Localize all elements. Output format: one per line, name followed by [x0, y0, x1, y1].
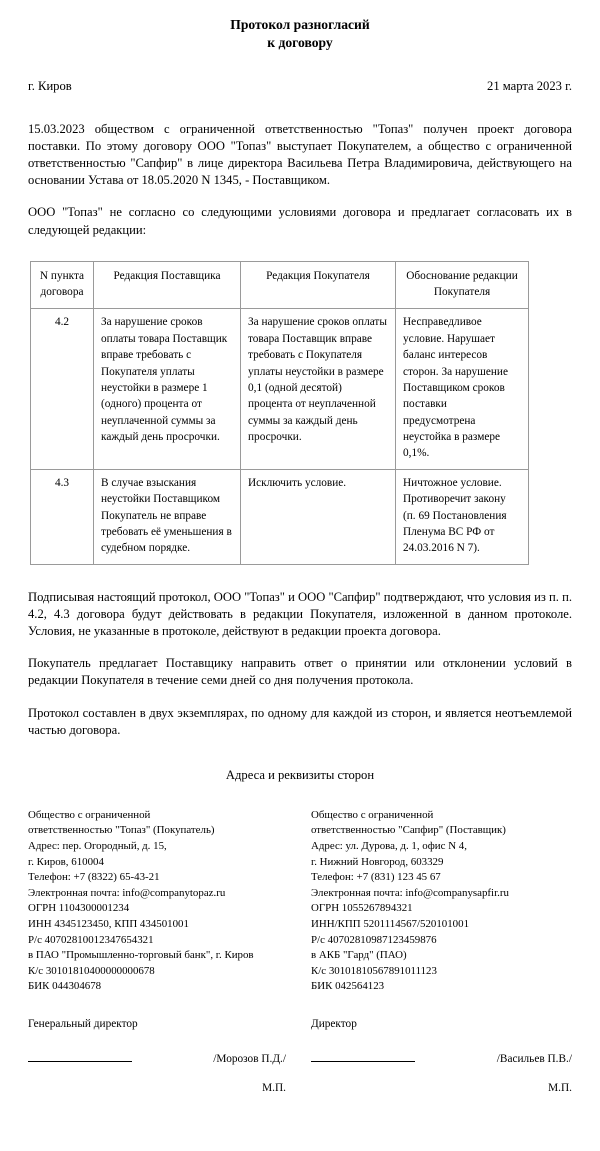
cell-clause: 4.3 [31, 469, 94, 564]
requisites-line: ИНН/КПП 5201114567/520101001 [311, 917, 470, 930]
requisites-line: БИК 042564123 [311, 980, 385, 993]
column-header-clause: N пункта договора [31, 261, 94, 309]
requisites-line: Телефон: +7 (831) 123 45 67 [311, 871, 441, 884]
paragraph-disagreement-notice: ООО "Топаз" не согласно со следующими условиями договора и предлагает согласовать их в следующей редакции: [28, 205, 572, 237]
requisites-section [28, 808, 572, 995]
requisites-line: ответственностью "Сапфир" (Поставщик) [311, 824, 506, 837]
signature-section [28, 1017, 572, 1096]
requisites-line: г. Нижний Новгород, 603329 [311, 855, 444, 868]
requisites-line: Электронная почта: info@companytopaz.ru [28, 886, 226, 899]
paragraph-copies: Протокол составлен в двух экземплярах, по одному для каждой из сторон, и является неотъемлемой частью договора. [28, 705, 572, 737]
disagreement-table [30, 261, 529, 565]
requisites-line: Р/с 40702810012347654321 [28, 933, 154, 946]
cell-buyer-version: Исключить условие. [241, 469, 396, 564]
stamp-row [28, 1081, 572, 1096]
table-row [31, 469, 529, 564]
requisites-line: Р/с 40702810987123459876 [311, 933, 437, 946]
buyer-signatory-position: Генеральный директор [28, 1017, 138, 1030]
requisites-buyer-column [28, 808, 300, 995]
supplier-signatory-name: /Васильев П.В./ [496, 1052, 572, 1065]
requisites-line: ответственностью "Топаз" (Покупатель) [28, 824, 215, 837]
document-meta [28, 78, 572, 95]
supplier-stamp-label: М.П. [548, 1081, 572, 1094]
cell-reason: Несправедливое условие. Нарушает баланс интересов сторон. За нарушение Поставщиком сроков поставки предусмотрена неустойка в размере 0,1%. [396, 309, 529, 469]
column-header-reason: Обоснование редакции Покупателя [396, 261, 529, 309]
title-line-2: к договору [267, 34, 333, 50]
requisites-line: Телефон: +7 (8322) 65-43-21 [28, 871, 160, 884]
signature-lines-row [28, 1052, 572, 1067]
cell-clause: 4.2 [31, 309, 94, 469]
column-header-supplier-version: Редакция Поставщика [94, 261, 241, 309]
date-label: 21 марта 2023 г. [487, 78, 572, 93]
supplier-signature-block [300, 1052, 572, 1067]
cell-reason: Ничтожное условие. Противоречит закону (п. 69 Постановления Пленума ВС РФ от 24.03.2016 N 7). [396, 469, 529, 564]
requisites-line: Общество с ограниченной [28, 808, 151, 821]
buyer-signature-line[interactable] [28, 1052, 132, 1062]
signature-positions-row [28, 1017, 572, 1032]
requisites-line: ИНН 4345123450, КПП 434501001 [28, 917, 189, 930]
requisites-line: Адрес: ул. Дурова, д. 1, офис N 4, [311, 839, 467, 852]
table-header-row [31, 261, 529, 309]
supplier-signatory-position: Директор [311, 1017, 357, 1030]
cell-buyer-version: За нарушение сроков оплаты товара Поставщик вправе требовать с Покупателя уплаты неустойки в размере 0,1 (одной десятой) процента от неуплаченной суммы за каждый день просрочки. [241, 309, 396, 469]
requisites-line: Электронная почта: info@companysapfir.ru [311, 886, 509, 899]
paragraph-response-request: Покупатель предлагает Поставщику направить ответ о принятии или отклонении условий в редакции Покупателя в течение семи дней со дня получения протокола. [28, 656, 572, 688]
requisites-line: БИК 044304678 [28, 980, 102, 993]
requisites-line: К/с 30101810567891011123 [311, 964, 437, 977]
supplier-signature-line[interactable] [311, 1052, 415, 1062]
requisites-line: в ПАО "Промышленно-торговый банк", г. Киров [28, 949, 254, 962]
page-title [28, 16, 572, 52]
requisites-heading: Адреса и реквизиты сторон [225, 768, 375, 783]
column-header-buyer-version: Редакция Покупателя [241, 261, 396, 309]
title-line-1: Протокол разногласий [230, 17, 370, 32]
requisites-line: ОГРН 1104300001234 [28, 902, 130, 915]
buyer-stamp-label: М.П. [262, 1081, 286, 1094]
paragraph-confirmation: Подписывая настоящий протокол, ООО "Топаз" и ООО "Сапфир" подтверждают, что условия из п. п. 4.2, 4.3 договора будут действовать в редакции Покупателя, изложенной в данном протоколе. Условия, не указанные в протоколе, действуют в редакции проекта договора. [28, 589, 572, 639]
requisites-supplier-column [300, 808, 572, 995]
buyer-signature-block [28, 1052, 300, 1067]
requisites-line: Адрес: пер. Огородный, д. 15, [28, 839, 167, 852]
buyer-signatory-name: /Морозов П.Д./ [213, 1052, 286, 1065]
requisites-line: в АКБ "Гард" (ПАО) [311, 949, 407, 962]
requisites-line: К/с 30101810400000000678 [28, 964, 155, 977]
paragraph-intro: 15.03.2023 обществом с ограниченной ответственностью "Топаз" получен проект договора поставки. По этому договору ООО "Топаз" выступает Покупателем, а общество с ограниченной ответственностью "Сапфир" в лице директора Васильева Петра Владимировича, действующего на основании Устава от 18.05.2020 N 1345, - Поставщиком. [28, 121, 572, 188]
requisites-line: ОГРН 1055267894321 [311, 902, 413, 915]
cell-supplier-version: За нарушение сроков оплаты товара Поставщик вправе требовать с Покупателя уплаты неустойки в размере 1 (одного) процента от неуплаченной суммы за каждый день просрочки. [94, 309, 241, 469]
requisites-line: Общество с ограниченной [311, 808, 434, 821]
city-label: г. Киров [28, 78, 72, 93]
requisites-line: г. Киров, 610004 [28, 855, 104, 868]
cell-supplier-version: В случае взыскания неустойки Поставщиком Покупатель не вправе требовать её уменьшения в судебном порядке. [94, 469, 241, 564]
table-row [31, 309, 529, 469]
